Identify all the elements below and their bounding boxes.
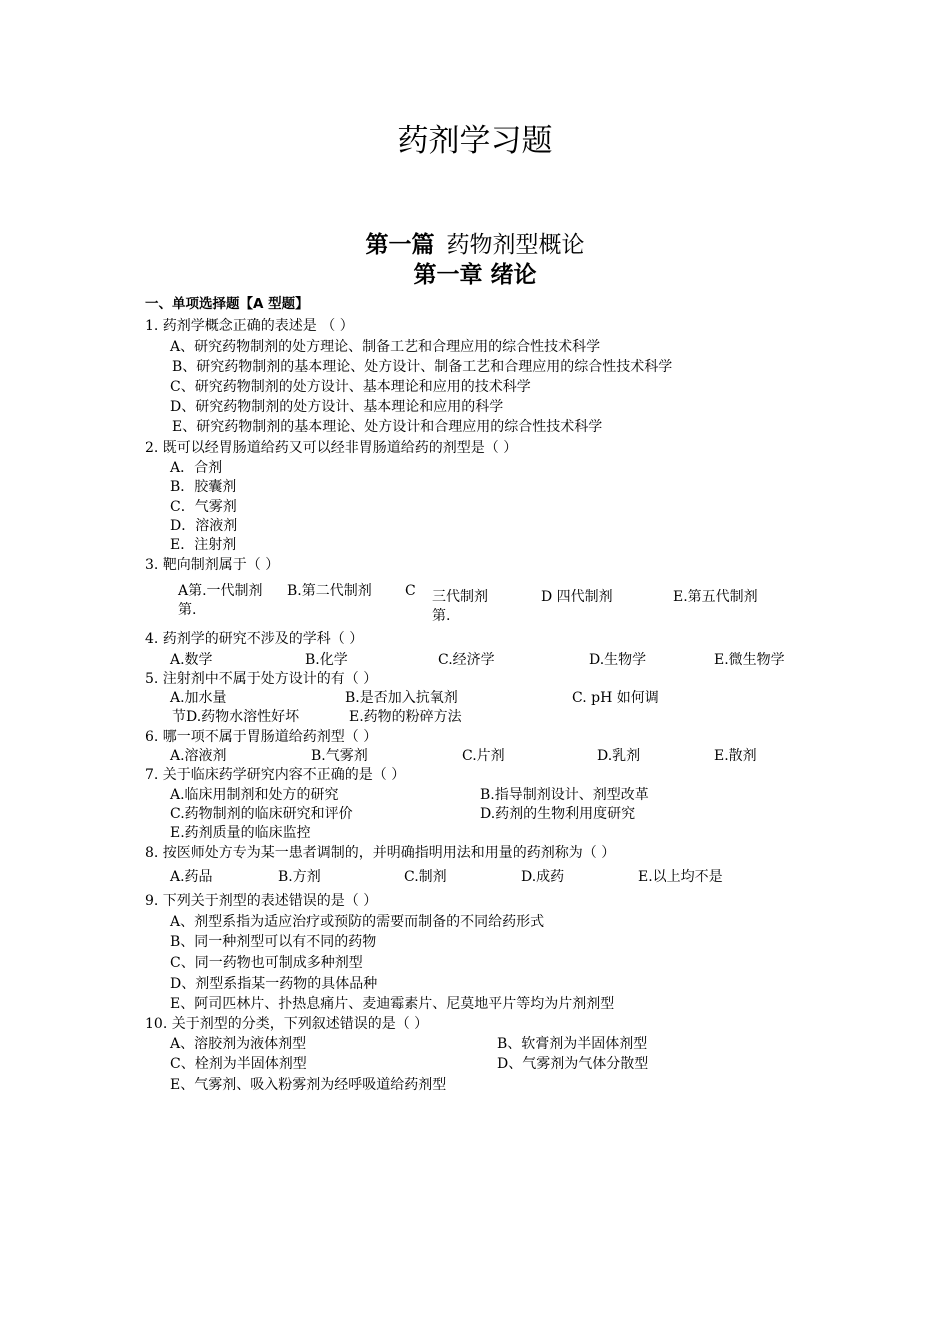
chapter-title: 第一章 绪论	[413, 262, 537, 288]
option: B、研究药物制剂的基本理论、处方设计、制备工艺和合理应用的综合性技术科学	[172, 359, 673, 375]
question-stem: 8. 按医师处方专为某一患者调制的，并明确指明用法和用量的药剂称为（ ）	[145, 845, 616, 861]
option: B、同一种剂型可以有不同的药物	[170, 934, 377, 950]
option: 节D.药物水溶性好坏	[172, 709, 300, 725]
option: B.气雾剂	[311, 748, 368, 764]
option: D、气雾剂为气体分散型	[497, 1056, 649, 1072]
document-title: 药剂学习题	[397, 123, 553, 159]
option: A.药品	[170, 869, 213, 885]
option: E.以上均不是	[638, 869, 723, 885]
option: B.指导制剂设计、剂型改革	[480, 787, 649, 803]
option: C．气雾剂	[170, 499, 237, 515]
part-name: 药物剂型概论	[446, 232, 585, 258]
part-label: 第一篇	[365, 232, 435, 258]
option: D.乳剂	[597, 748, 641, 764]
question-stem: 7. 关于临床药学研究内容不正确的是（ ）	[145, 767, 406, 783]
option: E.微生物学	[714, 652, 785, 668]
option: B．胶囊剂	[170, 479, 237, 495]
option: D．溶液剂	[170, 518, 238, 534]
option: C. pH 如何调	[572, 690, 659, 706]
option: C、栓剂为半固体剂型	[170, 1056, 307, 1072]
option: A.加水量	[170, 690, 227, 706]
option: A、剂型系指为适应治疗或预防的需要而制备的不同给药形式	[170, 914, 545, 930]
option: B.第二代制剂	[287, 583, 372, 599]
option: D.药剂的生物利用度研究	[480, 806, 636, 822]
question-stem: 2. 既可以经胃肠道给药又可以经非胃肠道给药的剂型是（ ）	[145, 440, 518, 456]
question-stem: 6. 哪一项不属于胃肠道给药剂型（ ）	[145, 729, 378, 745]
option: A.溶液剂	[170, 748, 227, 764]
option: A、研究药物制剂的处方理论、制备工艺和合理应用的综合性技术科学	[170, 339, 601, 355]
question-stem: 3. 靶向制剂属于（ ）	[145, 557, 280, 573]
option: E．注射剂	[170, 537, 237, 553]
option: C、同一药物也可制成多种剂型	[170, 955, 363, 971]
option: 第.	[178, 602, 197, 618]
question-stem: 5. 注射剂中不属于处方设计的有（ ）	[145, 671, 378, 687]
option: B.方剂	[278, 869, 321, 885]
option: C.药物制剂的临床研究和评价	[170, 806, 353, 822]
part-title	[0, 234, 950, 257]
option: A第.一代制剂	[178, 583, 263, 599]
option: D、剂型系指某一药物的具体品种	[170, 976, 378, 992]
option: D.成药	[521, 869, 565, 885]
option: C.制剂	[404, 869, 447, 885]
option: B.化学	[305, 652, 348, 668]
option: E.散剂	[714, 748, 757, 764]
question-stem: 4. 药剂学的研究不涉及的学科（ ）	[145, 631, 364, 647]
option: C.经济学	[438, 652, 495, 668]
option: A.数学	[170, 652, 213, 668]
option: 三代制剂	[432, 589, 488, 605]
option: E、阿司匹林片、扑热息痛片、麦迪霉素片、尼莫地平片等均为片剂剂型	[170, 996, 615, 1012]
option: E.第五代制剂	[673, 589, 758, 605]
option: C	[405, 583, 416, 599]
option: E.药物的粉碎方法	[349, 709, 462, 725]
section-heading: 一、单项选择题【A 型题】	[145, 296, 309, 312]
option: 第.	[432, 608, 451, 624]
option: D.生物学	[589, 652, 647, 668]
option: D、研究药物制剂的处方设计、基本理论和应用的科学	[170, 399, 504, 415]
question-stem: 9. 下列关于剂型的表述错误的是（ ）	[145, 893, 378, 909]
option: E.药剂质量的临床监控	[170, 825, 311, 841]
option: E、研究药物制剂的基本理论、处方设计和合理应用的综合性技术科学	[172, 419, 603, 435]
option: B、软膏剂为半固体剂型	[497, 1036, 648, 1052]
option: A.临床用制剂和处方的研究	[170, 787, 339, 803]
question-stem: 10. 关于剂型的分类，下列叙述错误的是（ ）	[145, 1016, 429, 1032]
option: A．合剂	[170, 460, 223, 476]
option: C.片剂	[462, 748, 505, 764]
option: C、研究药物制剂的处方设计、基本理论和应用的技术科学	[170, 379, 531, 395]
option: E、气雾剂、吸入粉雾剂为经呼吸道给药剂型	[170, 1077, 447, 1093]
option: A、溶胶剂为液体剂型	[170, 1036, 307, 1052]
option: D 四代制剂	[541, 589, 613, 605]
question-stem: 1. 药剂学概念正确的表述是 （ ）	[145, 318, 354, 334]
option: B.是否加入抗氧剂	[345, 690, 458, 706]
